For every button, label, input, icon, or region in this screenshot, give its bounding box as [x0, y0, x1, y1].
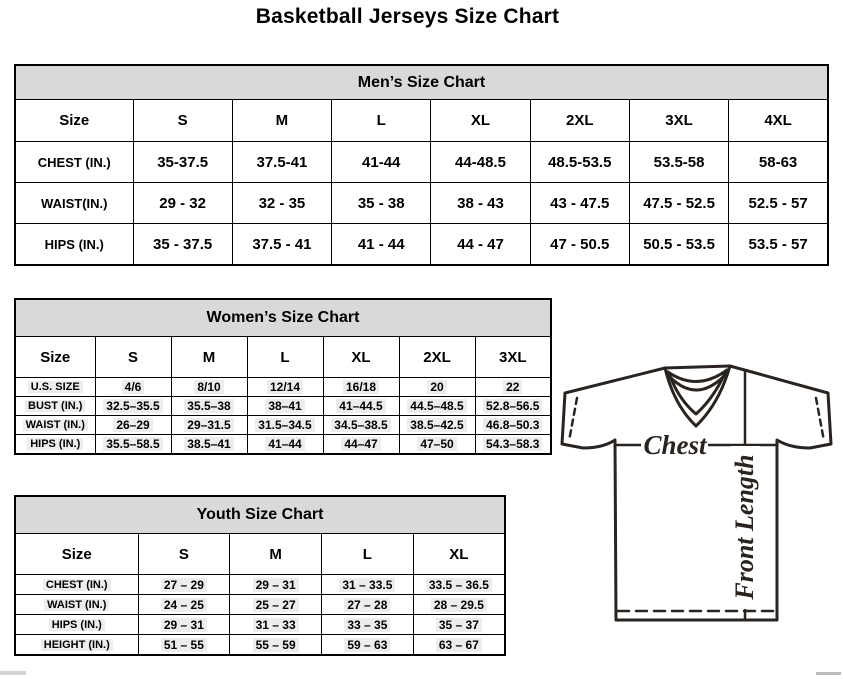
table-row [15, 142, 828, 183]
size-value: 59 – 63 [344, 638, 390, 652]
size-value: 29 - 32 [159, 194, 206, 212]
size-value-cell [629, 183, 728, 224]
size-column-header: 2XL [530, 100, 629, 142]
size-label-header: Size [15, 337, 95, 378]
size-value: 29–31.5 [184, 418, 233, 432]
size-value: 38.5–41 [184, 437, 233, 451]
size-column-header: M [230, 534, 322, 575]
size-value-cell [399, 435, 475, 455]
size-value: 46.8–50.3 [483, 418, 542, 432]
row-label-cell [15, 575, 138, 595]
size-value-cell [171, 416, 247, 435]
size-value-cell [133, 224, 232, 266]
row-label: HIPS (IN.) [44, 236, 104, 252]
size-column-header: S [95, 337, 171, 378]
size-column-header: M [171, 337, 247, 378]
size-value: 22 [503, 380, 522, 394]
size-value-cell [138, 595, 230, 615]
row-label: BUST (IN.) [25, 400, 85, 412]
size-value-cell [332, 142, 431, 183]
row-label: CHEST (IN.) [37, 154, 111, 170]
table-row [15, 183, 828, 224]
size-column-header: M [232, 100, 331, 142]
size-value-cell [475, 435, 551, 455]
size-value: 32 - 35 [258, 194, 306, 212]
size-value: 34.5–38.5 [331, 418, 390, 432]
size-value: 43 - 47.5 [550, 194, 610, 212]
size-value: 52.8–56.5 [483, 399, 542, 413]
scrollbar-fragment-right[interactable] [816, 672, 841, 675]
jersey-diagram [550, 348, 843, 648]
table-row [15, 575, 505, 595]
row-label: WAIST (IN.) [44, 599, 109, 611]
womens-size-table [14, 298, 552, 455]
size-value-cell [232, 183, 331, 224]
size-value-cell [323, 435, 399, 455]
size-value: 35.5–58.5 [103, 437, 162, 451]
size-column-header: S [138, 534, 230, 575]
size-value: 20 [427, 380, 446, 394]
size-value: 32.5–35.5 [103, 399, 162, 413]
size-value-cell [232, 224, 331, 266]
size-value-cell [475, 416, 551, 435]
page-title: Basketball Jerseys Size Chart [255, 5, 560, 28]
size-value-cell [530, 142, 629, 183]
size-value-cell [138, 575, 230, 595]
youth-header-row [15, 534, 505, 575]
row-label: HIPS (IN.) [49, 619, 105, 631]
size-value: 38.5–42.5 [407, 418, 466, 432]
size-value: 41-44 [362, 153, 401, 171]
size-value-cell [530, 224, 629, 266]
size-column-header: S [133, 100, 232, 142]
size-column-header: 2XL [399, 337, 475, 378]
size-value-cell [247, 416, 323, 435]
jersey-outline [562, 366, 831, 620]
size-value-cell [413, 575, 505, 595]
size-value-cell [247, 397, 323, 416]
size-value: 28 – 29.5 [431, 598, 487, 612]
size-value-cell [629, 142, 728, 183]
table-row [15, 416, 551, 435]
size-label-header: Size [15, 100, 133, 142]
size-value-cell [171, 378, 247, 397]
size-value: 29 – 31 [253, 578, 299, 592]
row-label: WAIST(IN.) [41, 195, 108, 211]
size-value-cell [323, 378, 399, 397]
size-value: 16/18 [343, 380, 379, 394]
size-value: 31 – 33.5 [339, 578, 395, 592]
size-value-cell [332, 183, 431, 224]
size-value-cell [323, 416, 399, 435]
size-value: 54.3–58.3 [483, 437, 542, 451]
table-row [15, 595, 505, 615]
size-value: 35 - 37.5 [153, 235, 213, 253]
size-value-cell [431, 183, 530, 224]
size-value: 47–50 [417, 437, 456, 451]
row-label-cell [15, 183, 133, 224]
front-length-label: Front Length [730, 454, 759, 600]
size-value: 24 – 25 [161, 598, 207, 612]
table-row [15, 224, 828, 266]
size-value: 52.5 - 57 [748, 194, 808, 212]
size-value: 44 - 47 [457, 235, 504, 253]
size-value: 38 - 43 [457, 194, 504, 212]
size-value-cell [332, 224, 431, 266]
size-column-header: XL [323, 337, 399, 378]
size-value: 50.5 - 53.5 [643, 235, 715, 253]
size-value: 33 – 35 [344, 618, 390, 632]
size-value-cell [413, 595, 505, 615]
size-value: 27 – 28 [344, 598, 390, 612]
size-value: 44-48.5 [455, 153, 506, 171]
size-value: 8/10 [194, 380, 223, 394]
row-label: WAIST (IN.) [23, 419, 88, 431]
row-label-cell [15, 595, 138, 615]
size-column-header: 3XL [629, 100, 728, 142]
size-value-cell [322, 635, 414, 656]
mens-size-table [14, 64, 829, 266]
size-value-cell [171, 435, 247, 455]
size-value: 35-37.5 [157, 153, 209, 171]
size-value-cell [399, 397, 475, 416]
row-label-cell [15, 635, 138, 656]
size-label-header: Size [15, 534, 138, 575]
size-value-cell [138, 635, 230, 656]
row-label-cell [15, 142, 133, 183]
size-value-cell [413, 635, 505, 656]
size-value: 29 – 31 [161, 618, 207, 632]
size-value-cell [322, 575, 414, 595]
size-value: 63 – 67 [436, 638, 482, 652]
size-value: 25 – 27 [253, 598, 299, 612]
size-value: 27 – 29 [161, 578, 207, 592]
size-value-cell [323, 397, 399, 416]
row-label: CHEST (IN.) [43, 579, 111, 591]
table-row [15, 378, 551, 397]
size-value: 38–41 [265, 399, 304, 413]
jersey-illustration-icon [550, 348, 843, 648]
size-value-cell [729, 183, 828, 224]
size-value: 4/6 [122, 380, 145, 394]
size-value: 33.5 – 36.5 [426, 578, 492, 592]
size-value: 37.5-41 [256, 153, 308, 171]
row-label-cell [15, 615, 138, 635]
size-value: 55 – 59 [253, 638, 299, 652]
table-row [15, 397, 551, 416]
size-value: 44–47 [341, 437, 380, 451]
size-value: 41 - 44 [357, 235, 405, 253]
womens-header-row [15, 337, 551, 378]
size-value-cell [230, 595, 322, 615]
youth-chart-title: Youth Size Chart [15, 496, 505, 534]
size-value-cell [322, 615, 414, 635]
size-value: 37.5 - 41 [252, 235, 312, 253]
size-value-cell [95, 416, 171, 435]
row-label: HIPS (IN.) [27, 438, 83, 450]
scrollbar-fragment-left[interactable] [0, 671, 26, 675]
size-value: 31.5–34.5 [255, 418, 314, 432]
size-value-cell [230, 575, 322, 595]
size-value: 47.5 - 52.5 [643, 194, 715, 212]
size-column-header: 4XL [729, 100, 828, 142]
size-value: 48.5-53.5 [548, 153, 612, 171]
size-value: 53.5 - 57 [748, 235, 808, 253]
mens-chart-title: Men’s Size Chart [15, 65, 828, 100]
sleeve-seam-right [816, 398, 824, 441]
size-value-cell [399, 416, 475, 435]
size-value-cell [171, 397, 247, 416]
size-value-cell [232, 142, 331, 183]
size-value: 47 - 50.5 [550, 235, 610, 253]
size-value-cell [138, 615, 230, 635]
size-value-cell [413, 615, 505, 635]
size-value: 41–44 [265, 437, 304, 451]
size-value: 35 - 38 [357, 194, 405, 212]
size-value-cell [530, 183, 629, 224]
size-value: 12/14 [267, 380, 303, 394]
row-label-cell [15, 416, 95, 435]
size-value: 51 – 55 [161, 638, 207, 652]
table-row [15, 615, 505, 635]
table-row [15, 635, 505, 656]
row-label-cell [15, 224, 133, 266]
size-value: 53.5-58 [653, 153, 705, 171]
size-value-cell [475, 378, 551, 397]
size-value-cell [230, 615, 322, 635]
row-label: HEIGHT (IN.) [41, 639, 113, 651]
mens-header-row [15, 100, 828, 142]
table-row [15, 435, 551, 455]
size-value-cell [322, 595, 414, 615]
size-column-header: L [247, 337, 323, 378]
size-value-cell [230, 635, 322, 656]
size-value-cell [431, 142, 530, 183]
size-value: 35.5–38 [184, 399, 233, 413]
size-value-cell [629, 224, 728, 266]
size-column-header: XL [413, 534, 505, 575]
chest-label: Chest [643, 430, 707, 460]
size-column-header: XL [431, 100, 530, 142]
womens-chart-title: Women’s Size Chart [15, 299, 551, 337]
size-value-cell [431, 224, 530, 266]
size-value-cell [729, 224, 828, 266]
size-value-cell [247, 435, 323, 455]
sleeve-seam-left [569, 398, 577, 441]
row-label-cell [15, 397, 95, 416]
size-column-header: L [322, 534, 414, 575]
size-column-header: 3XL [475, 337, 551, 378]
row-label: U.S. SIZE [28, 381, 83, 393]
size-value-cell [247, 378, 323, 397]
size-value-cell [729, 142, 828, 183]
size-value: 58-63 [758, 153, 798, 171]
size-value-cell [475, 397, 551, 416]
jersey-collar-top [665, 366, 730, 368]
size-value: 41–44.5 [336, 399, 385, 413]
size-value-cell [95, 435, 171, 455]
size-value-cell [399, 378, 475, 397]
size-column-header: L [332, 100, 431, 142]
row-label-cell [15, 378, 95, 397]
row-label-cell [15, 435, 95, 455]
size-value: 44.5–48.5 [407, 399, 466, 413]
size-value-cell [133, 142, 232, 183]
size-value: 35 – 37 [436, 618, 482, 632]
size-value-cell [133, 183, 232, 224]
size-value: 31 – 33 [253, 618, 299, 632]
youth-size-table [14, 495, 506, 656]
size-value-cell [95, 397, 171, 416]
size-value: 26–29 [113, 418, 152, 432]
size-value-cell [95, 378, 171, 397]
